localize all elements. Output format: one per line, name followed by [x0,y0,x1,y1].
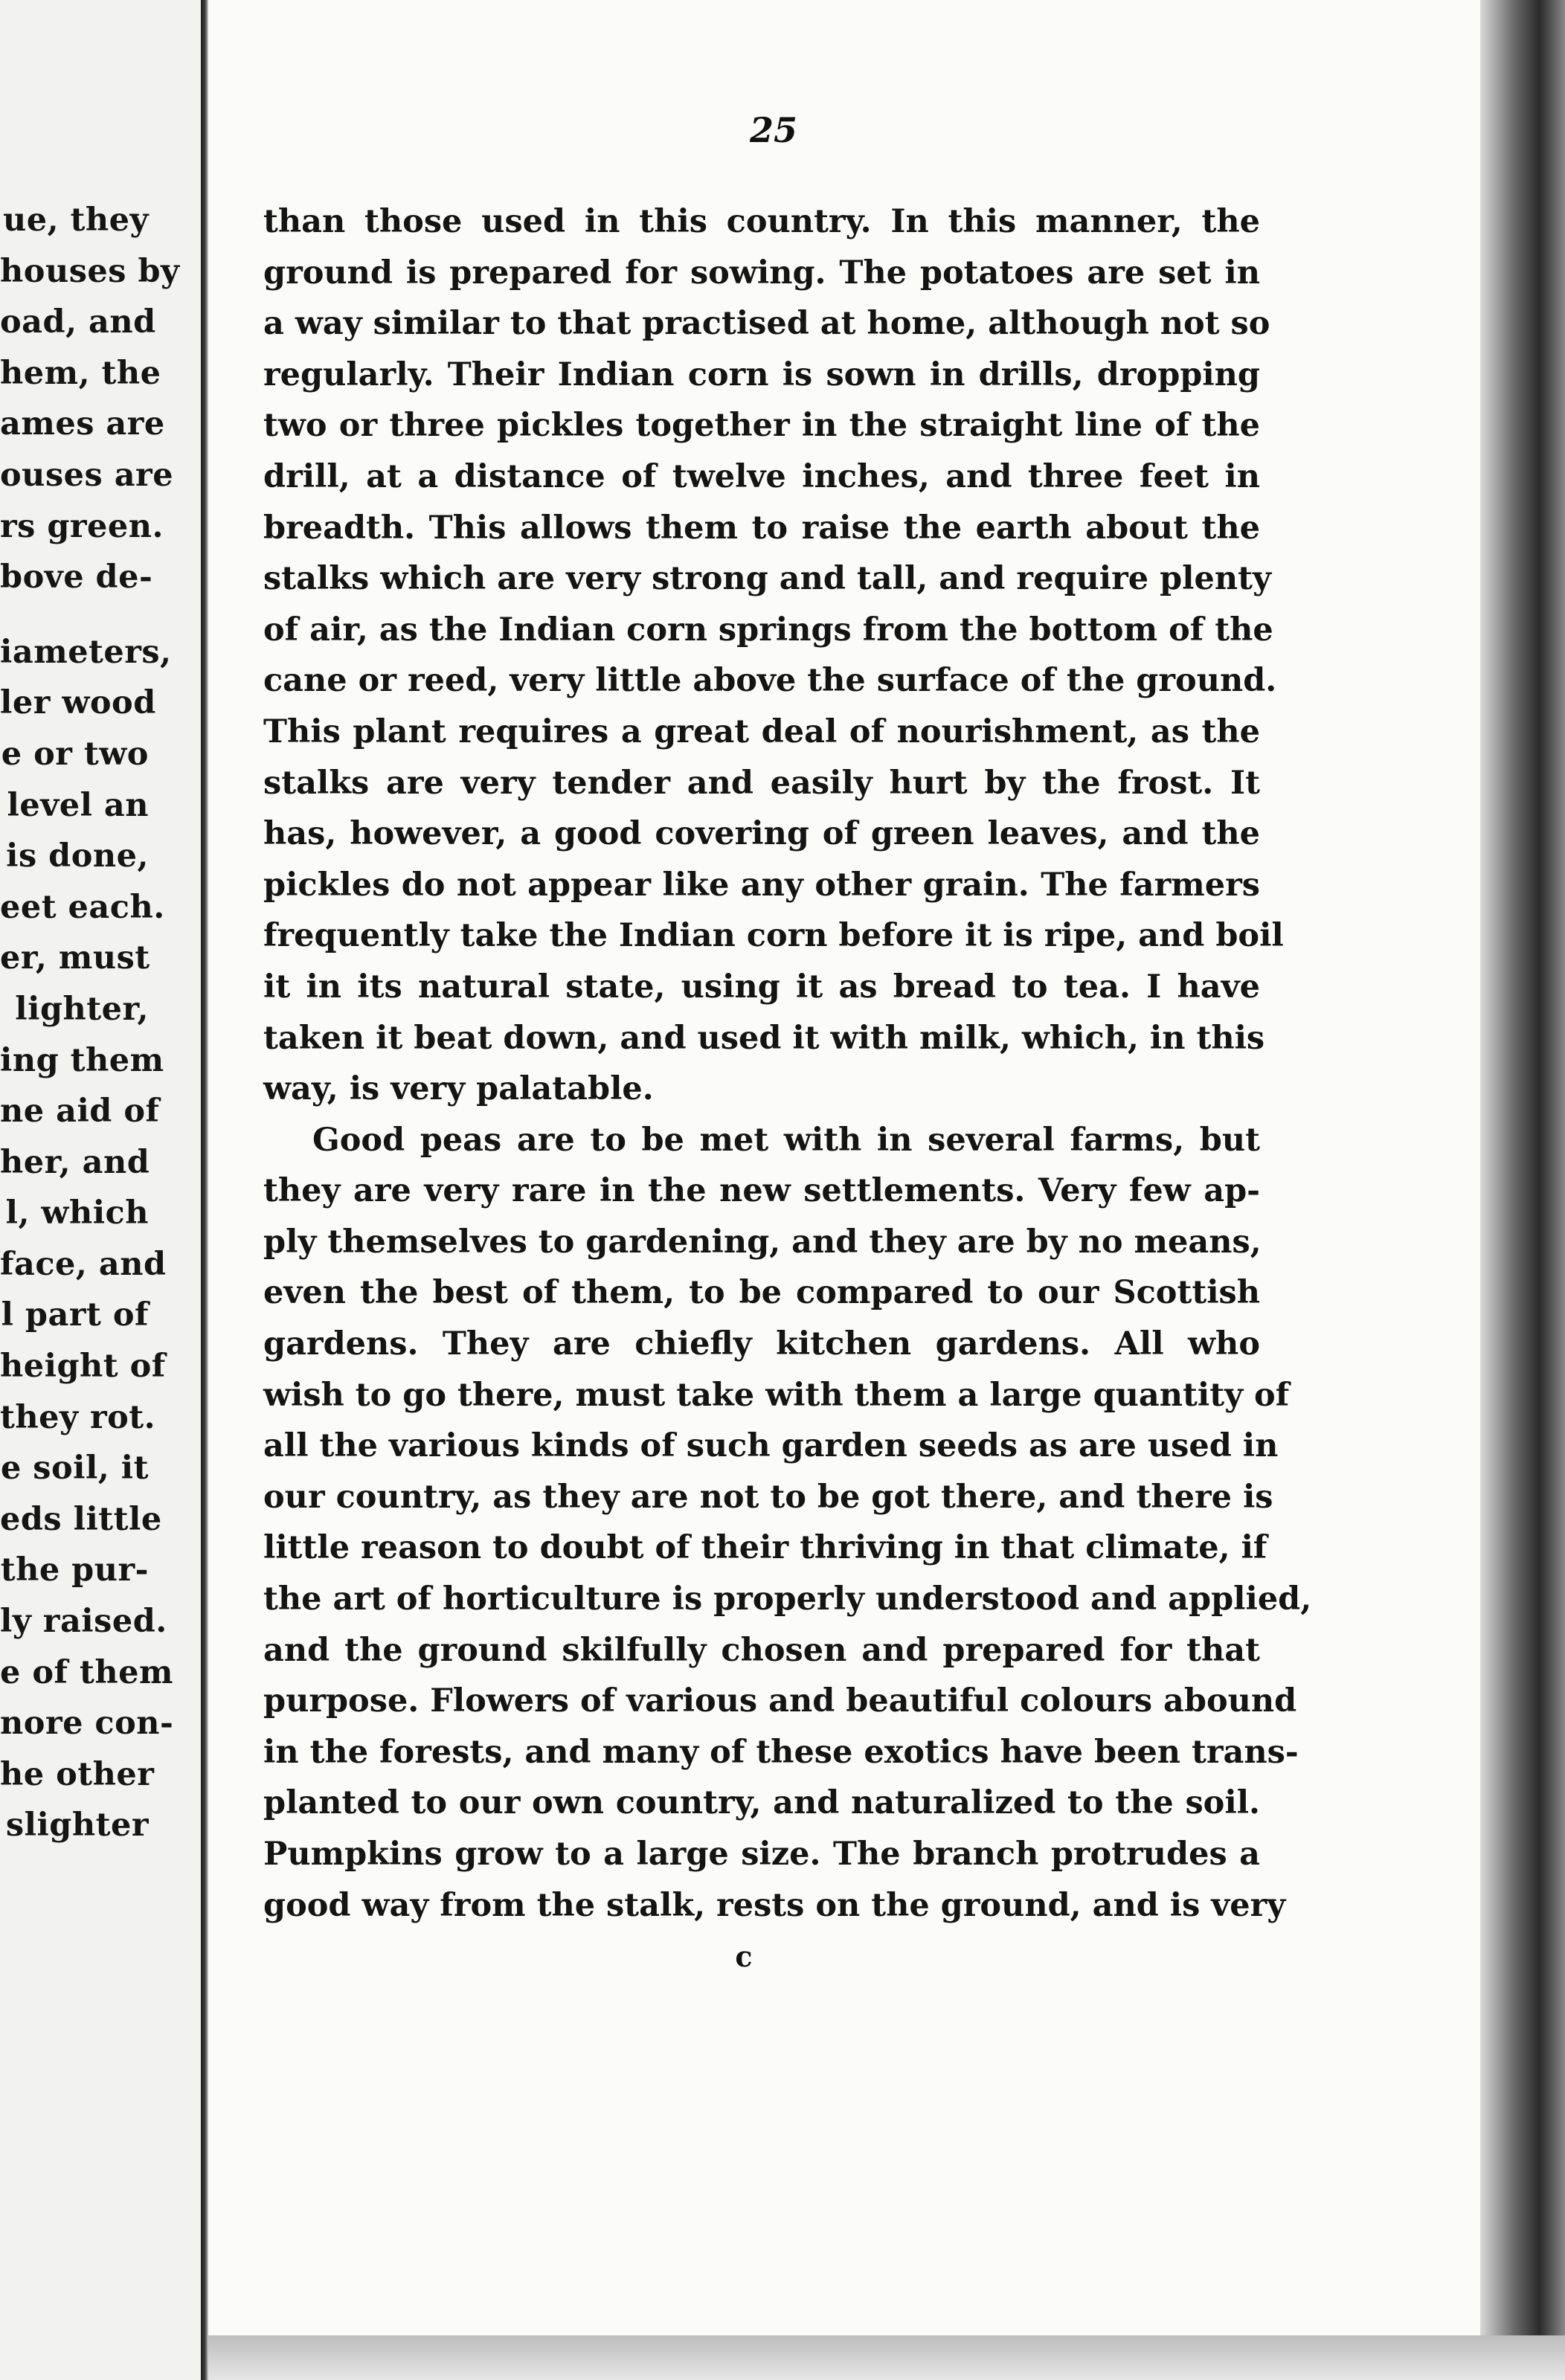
text-line: of air, as the Indian corn springs from the bottom of the [263,611,1273,649]
facing-page-line: e or two [1,735,149,773]
text-line: Pumpkins grow to a large size. The branch protrudes a [263,1836,1260,1873]
text-line: they are very rare in the new settlements. Very few ap- [263,1172,1260,1210]
text-line: two or three pickles together in the straight line of the [263,407,1260,445]
text-line: than those used in this country. In this manner, the [263,203,1260,240]
facing-page-line: ue, they [2,202,149,239]
text-line: ground is prepared for sowing. The potatoes are set in [263,254,1260,292]
facing-page-line: ing them [0,1041,164,1079]
facing-page-line: lighter, [15,990,149,1028]
text-line: a way similar to that practised at home, although not so [263,305,1270,343]
facing-page-line: the pur- [0,1551,149,1589]
facing-page-line: houses by [0,252,180,290]
text-line: it in its natural state, using it as bread to tea. I have [263,968,1260,1006]
facing-page-line: er, must [0,939,150,977]
text-line: regularly. Their Indian corn is sown in drills, dropping [263,356,1260,393]
facing-page-line: ouses are [0,456,174,494]
signature-mark: c [735,1940,753,1973]
facing-page-line: oad, and [0,303,156,341]
facing-page-line: nore con- [0,1705,174,1743]
text-line: stalks are very tender and easily hurt by the frost. It [263,764,1260,802]
text-line: planted to our own country, and naturalized to the soil. [263,1784,1260,1822]
text-line: has, however, a good covering of green leaves, and the [263,815,1260,853]
facing-page-line: face, and [0,1245,167,1283]
facing-page-line: height of [0,1348,166,1386]
text-line: stalks which are very strong and tall, and require plenty [263,560,1271,598]
facing-page-line: eet each. [0,888,165,926]
page-number: 25 [749,110,797,150]
facing-page-fragment [0,0,201,2380]
facing-page-line: e soil, it [0,1450,149,1488]
facing-page-line: he other [0,1755,155,1793]
facing-page-line: e of them [0,1653,173,1691]
text-line: Good peas are to be met with in several farms, but [312,1121,1260,1159]
facing-page-line: eds little [0,1500,162,1538]
facing-page-line: ames are [0,405,165,443]
facing-page-line: ly raised. [0,1603,167,1641]
facing-page-line: level an [7,786,149,824]
page-edge-shadow [1480,0,1565,2380]
text-line: all the various kinds of such garden seeds as are used in [263,1427,1279,1465]
facing-page-line: they rot. [0,1398,156,1436]
text-line: way, is very palatable. [263,1070,654,1108]
body-text [263,196,1312,1931]
text-line: the art of horticulture is properly understood and applied, [263,1580,1312,1618]
text-line: even the best of them, to be compared to our Scottish [263,1274,1260,1312]
text-line: drill, at a distance of twelve inches, and three feet in [263,457,1260,495]
text-line: in the forests, and many of these exotics have been trans- [263,1733,1299,1771]
text-line: little reason to doubt of their thriving in that climate, if [263,1529,1267,1567]
text-line: breadth. This allows them to raise the earth about the [263,509,1260,547]
text-line: wish to go there, must take with them a large quantity of [263,1376,1290,1414]
text-line: our country, as they are not to be got there, and there is [263,1478,1273,1516]
page-bottom-edge [208,2335,1565,2380]
text-line: good way from the stalk, rests on the ground, and is very [263,1886,1286,1924]
text-line: gardens. They are chiefly kitchen gardens. All who [263,1325,1260,1363]
facing-page-text [0,195,180,1851]
text-line: This plant requires a great deal of nourishment, as the [263,713,1260,750]
text-line: taken it beat down, and used it with milk, which, in this [263,1019,1265,1057]
facing-page-line: ne aid of [0,1093,160,1130]
facing-page-line: ler wood [0,684,156,722]
text-line: and the ground skilfully chosen and prepared for that [263,1631,1260,1669]
facing-page-line: hem, the [0,354,161,392]
facing-page-line: is done, [6,837,149,875]
facing-page-line: her, and [0,1143,150,1181]
facing-page-line: l, which [5,1194,149,1232]
text-line: cane or reed, very little above the surface of the ground. [263,662,1277,700]
facing-page-line: slighter [5,1807,149,1844]
text-line: ply themselves to gardening, and they are by no means, [263,1223,1262,1261]
facing-page-line: rs green. [0,507,164,545]
facing-page-line: l part of [1,1296,149,1334]
text-line: frequently take the Indian corn before it is ripe, and boil [263,917,1284,955]
book-gutter [201,0,208,2380]
facing-page-line: bove de- [0,559,153,596]
text-line: purpose. Flowers of various and beautiful colours abound [263,1682,1297,1720]
facing-page-line: iameters, [0,633,172,671]
text-line: pickles do not appear like any other grain. The farmers [263,866,1260,904]
